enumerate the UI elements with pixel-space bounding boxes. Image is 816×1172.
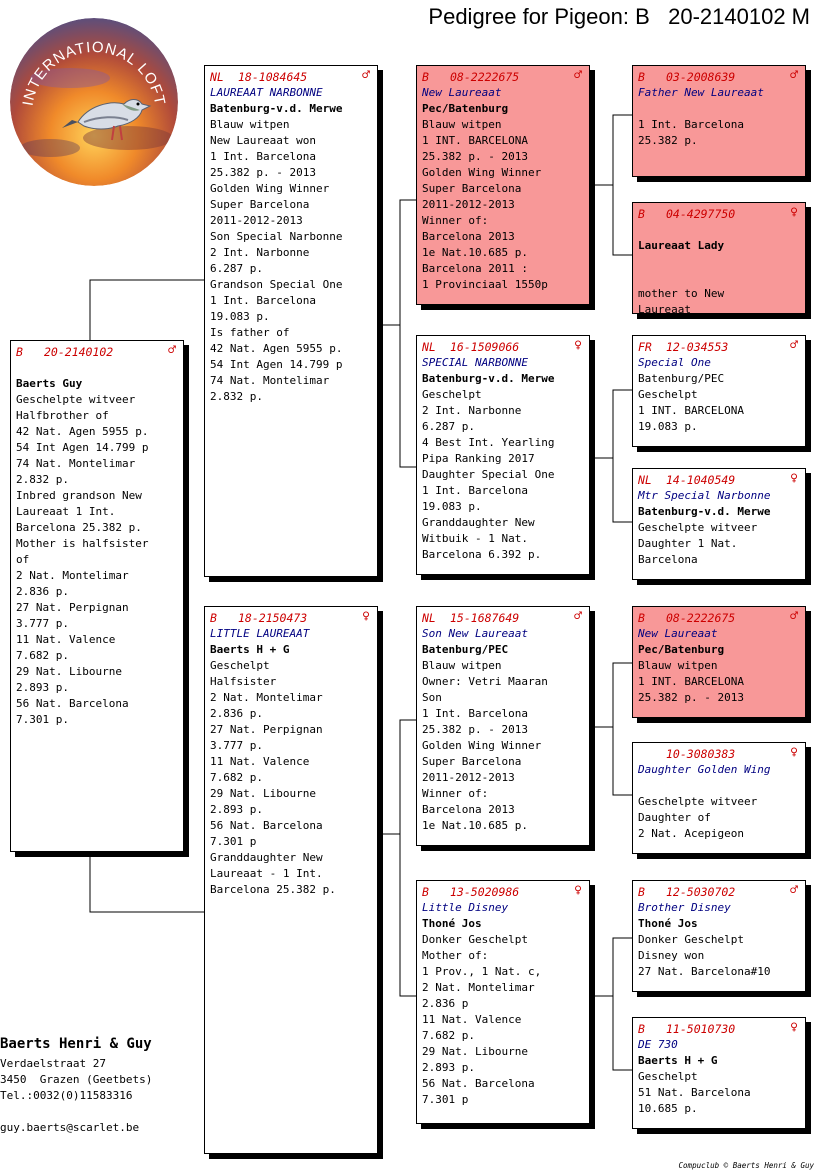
ring-number: 15-1687649 (450, 611, 520, 625)
pigeon-name: LITTLE LAUREAAT (210, 627, 310, 640)
pigeon-info-line: Geschelpte witveer (638, 795, 758, 808)
pigeon-info-line: Grandson Special One (210, 278, 343, 291)
sex-icon: ♂ (362, 68, 370, 83)
pigeon-info-line: Laureaat 1 Int. (16, 505, 116, 518)
pigeon-card-sds (632, 335, 806, 447)
pigeon-info-line: 2 Nat. Montelimar (16, 569, 129, 582)
pigeon-info-line: 2.832 p. (210, 390, 263, 403)
pigeon-info-line: Winner of: (422, 787, 489, 800)
sex-icon: ♀ (790, 1020, 798, 1035)
country-code: B (638, 611, 645, 625)
pigeon-info-line: 42 Nat. Agen 5955 p. (16, 425, 149, 438)
pigeon-info-line: 56 Nat. Barcelona (422, 1077, 535, 1090)
pigeon-owner: Batenburg-v.d. Merwe (210, 102, 343, 115)
pigeon-info-line: 1 Int. Barcelona (210, 150, 316, 163)
sex-icon: ♀ (790, 471, 798, 486)
pigeon-info-line: 1 INT. BARCELONA (422, 134, 528, 147)
pigeon-info-line: 27 Nat. Perpignan (210, 723, 323, 736)
pigeon-name: Special One (638, 356, 711, 369)
country-code: NL (422, 611, 436, 625)
pigeon-info-line: Donker Geschelpt (638, 933, 744, 946)
pigeon-info-line: 2 Nat. Montelimar (210, 691, 323, 704)
ring-number: 13-5020986 (450, 885, 520, 899)
pigeon-info-line: 54 Int Agen 14.799 p (16, 441, 149, 454)
pigeon-info-line: Geschelpt (638, 1070, 698, 1083)
pigeon-info-line: Golden Wing Winner (422, 739, 542, 752)
pigeon-info-line: 6.287 p. (422, 420, 475, 433)
pigeon-info-line: 19.083 p. (422, 500, 482, 513)
sex-icon: ♀ (790, 205, 798, 220)
pigeon-card-dsd (632, 742, 806, 854)
pigeon-info-line: 27 Nat. Barcelona#10 (638, 965, 771, 978)
pigeon-info-line: 42 Nat. Agen 5955 p. (210, 342, 343, 355)
pigeon-info-line: 2.836 p (422, 997, 469, 1010)
country-code: B (638, 70, 645, 84)
country-code: NL (422, 340, 436, 354)
country-code: FR (638, 340, 652, 354)
pigeon-info-line (638, 270, 800, 286)
pigeon-info-line: Disney won (638, 949, 705, 962)
pigeon-info-line: 29 Nat. Libourne (16, 665, 122, 678)
pigeon-info-line: Mother is halfsister (16, 537, 149, 550)
card-header (638, 339, 800, 355)
country-code: B (210, 611, 217, 625)
pigeon-info-line: Super Barcelona (422, 755, 522, 768)
pigeon-info-line: 10.685 p. (638, 1102, 698, 1115)
pigeon-info-line: Blauw witpen (422, 659, 502, 672)
pigeon-info-line: Halfsister (210, 675, 277, 688)
sex-icon: ♂ (574, 68, 582, 83)
pigeon-info-line: 1e Nat.10.685 p. (422, 246, 528, 259)
pigeon-info-line: Mother of: (422, 949, 489, 962)
pigeon-info-line: 7.682 p. (16, 649, 69, 662)
pigeon-card-subject (10, 340, 184, 852)
pigeon-owner: Baerts H + G (210, 643, 290, 656)
pigeon-card-sd (416, 335, 590, 575)
pigeon-info-line: Inbred grandson New (16, 489, 142, 502)
pigeon-info-line: Son (422, 691, 442, 704)
ring-number: 18-2150473 (238, 611, 308, 625)
pigeon-info-line: 7.682 p. (422, 1029, 475, 1042)
pigeon-name: SPECIAL NARBONNE (422, 356, 528, 369)
pigeon-info-line: 2 Nat. Acepigeon (638, 827, 744, 840)
pigeon-info-line: Geschelpte witveer (638, 521, 758, 534)
pigeon-info-line: Barcelona 2011 : (422, 262, 528, 275)
pigeon-info-line: 7.301 p (422, 1093, 469, 1106)
pigeon-owner: Baerts Guy (16, 377, 83, 390)
pigeon-card-dss (632, 606, 806, 718)
pigeon-info-line: Donker Geschelpt (422, 933, 528, 946)
card-header (422, 610, 584, 626)
ring-number: 12-034553 (666, 340, 729, 354)
pigeon-name: New Laureaat (422, 86, 502, 99)
pigeon-info-line: 2 Nat. Montelimar (422, 981, 535, 994)
country-code: NL (638, 473, 652, 487)
pigeon-name (638, 222, 800, 238)
sex-icon: ♀ (574, 338, 582, 353)
pigeon-info-line: Barcelona 6.392 p. (422, 548, 542, 561)
pigeon-name: Father New Laureaat (638, 86, 764, 99)
pigeon-info-line: 11 Nat. Valence (16, 633, 116, 646)
card-header (638, 206, 800, 222)
ring-number: 14-1040549 (666, 473, 736, 487)
ring-number: 20-2140102 (44, 345, 114, 359)
pigeon-info-line: 19.083 p. (210, 310, 270, 323)
pigeon-info-line: 2011-2012-2013 (422, 771, 515, 784)
country-code: B (638, 885, 645, 899)
card-header (638, 69, 800, 85)
pigeon-name: New Laureaat (638, 627, 718, 640)
pigeon-info-line: 6.287 p. (210, 262, 263, 275)
pigeon-info-line: Geschelpt (638, 388, 698, 401)
pigeon-info-line: Daughter of (638, 811, 711, 824)
ring-number: 04-4297750 (666, 207, 736, 221)
pigeon-info-line: Laureaat - 1 Int. (210, 867, 323, 880)
pigeon-card-dds (632, 880, 806, 992)
pigeon-owner: Pec/Batenburg (422, 102, 509, 115)
breeder-info (0, 1034, 152, 1136)
pigeon-info-line: 56 Nat. Barcelona (210, 819, 323, 832)
pigeon-name: LAUREAAT NARBONNE (210, 86, 323, 99)
card-header (638, 610, 800, 626)
pigeon-info-line: 4 Best Int. Yearling (422, 436, 555, 449)
pigeon-info-line: Batenburg/PEC (638, 372, 725, 385)
pigeon-info-line: 3.777 p. (16, 617, 69, 630)
pigeon-info-line: Geschelpte witveer (16, 393, 136, 406)
pigeon-info-line: 1 Int. Barcelona (638, 118, 744, 131)
pigeon-info-line: New Laureaat won (210, 134, 316, 147)
pigeon-info-line: Barcelona 25.382 p. (210, 883, 336, 896)
card-header (422, 69, 584, 85)
footer-credit: Compuclub © Baerts Henri & Guy (678, 1161, 814, 1170)
country-code: B (422, 885, 429, 899)
pigeon-info-line: Laureaat (638, 303, 691, 314)
sex-icon: ♂ (790, 883, 798, 898)
pigeon-info-line: Daughter 1 Nat. (638, 537, 738, 550)
pigeon-info-line: 74 Nat. Montelimar (16, 457, 136, 470)
pigeon-info-line (638, 101, 800, 117)
pigeon-info-line: Barcelona 25.382 p. (16, 521, 142, 534)
sex-icon: ♂ (168, 343, 176, 358)
pigeon-card-sss (632, 65, 806, 177)
pigeon-info-line: 2.893 p. (422, 1061, 475, 1074)
country-code: B (16, 345, 23, 359)
pigeon-card-dam (204, 606, 378, 1154)
pigeon-info-line: 25.382 p. (638, 134, 698, 147)
ring-number: 08-2222675 (450, 70, 520, 84)
pigeon-card-ddd (632, 1017, 806, 1129)
pigeon-info-line: Owner: Vetri Maaran (422, 675, 548, 688)
pigeon-name: Brother Disney (638, 901, 731, 914)
card-header (422, 339, 584, 355)
pigeon-owner: Batenburg-v.d. Merwe (422, 372, 555, 385)
ring-number: 11-5010730 (666, 1022, 736, 1036)
pigeon-info-line: 56 Nat. Barcelona (16, 697, 129, 710)
sex-icon: ♀ (790, 745, 798, 760)
pigeon-card-sdd (632, 468, 806, 580)
sex-icon: ♂ (574, 609, 582, 624)
sex-icon: ♂ (790, 609, 798, 624)
pigeon-info-line: Son Special Narbonne (210, 230, 343, 243)
pigeon-info-line: 2.893 p. (210, 803, 263, 816)
pigeon-info-line: 1e Nat.10.685 p. (422, 819, 528, 832)
pigeon-info-line: 19.083 p. (638, 420, 698, 433)
pigeon-info-line: Granddaughter New (422, 516, 535, 529)
pigeon-card-dd (416, 880, 590, 1124)
pigeon-owner: Batenburg/PEC (422, 643, 509, 656)
pigeon-info-line: Barcelona 2013 (422, 803, 515, 816)
pigeon-info-line: Daughter Special One (422, 468, 555, 481)
pigeon-info-line: 1 INT. BARCELONA (638, 404, 744, 417)
pigeon-info-line: 2.832 p. (16, 473, 69, 486)
pigeon-info-line: 2011-2012-2013 (422, 198, 515, 211)
pigeon-info-line: Barcelona 2013 (422, 230, 515, 243)
pigeon-info-line: 25.382 p. - 2013 (422, 723, 528, 736)
pigeon-owner: Batenburg-v.d. Merwe (638, 505, 771, 518)
pigeon-info-line: 2011-2012-2013 (210, 214, 303, 227)
pigeon-info-line: Super Barcelona (422, 182, 522, 195)
sex-icon: ♂ (790, 338, 798, 353)
pigeon-info-line: 1 Provinciaal 1550p (422, 278, 548, 291)
pigeon-info-line: Pipa Ranking 2017 (422, 452, 535, 465)
country-code: B (638, 1022, 645, 1036)
country-code: B (422, 70, 429, 84)
pigeon-owner: Laureaat Lady (638, 239, 725, 252)
pigeon-owner: Thoné Jos (638, 917, 698, 930)
pigeon-info-line: 2 Int. Narbonne (210, 246, 310, 259)
pigeon-info-line: 11 Nat. Valence (422, 1013, 522, 1026)
pigeon-owner: Baerts H + G (638, 1054, 718, 1067)
pigeon-info-line: Barcelona (638, 553, 698, 566)
pigeon-info-line: 1 INT. BARCELONA (638, 675, 744, 688)
pigeon-info-line: 7.301 p. (16, 713, 69, 726)
breeder-phone: Tel.:0032(0)11583316 (0, 1089, 133, 1102)
pigeon-info-line: Geschelpt (210, 659, 270, 672)
pigeon-info-line: 2 Int. Narbonne (422, 404, 522, 417)
pigeon-info-line: 3.777 p. (210, 739, 263, 752)
pigeon-info-line: 1 Int. Barcelona (422, 484, 528, 497)
pigeon-info-line: 11 Nat. Valence (210, 755, 310, 768)
pigeon-info-line: Winner of: (422, 214, 489, 227)
card-header (638, 472, 800, 488)
pigeon-info-line: Is father of (210, 326, 290, 339)
page-title: Pedigree for Pigeon: B 20-2140102 M (428, 4, 810, 29)
pigeon-info-line: 29 Nat. Libourne (422, 1045, 528, 1058)
card-header (210, 69, 372, 85)
pigeon-info-line: 51 Nat. Barcelona (638, 1086, 751, 1099)
pigeon-owner: Thoné Jos (422, 917, 482, 930)
pigeon-info-line: 29 Nat. Libourne (210, 787, 316, 800)
pigeon-info-line (638, 254, 800, 270)
pigeon-card-ssd (632, 202, 806, 314)
pigeon-name: Mtr Special Narbonne (638, 489, 771, 502)
breeder-street: Verdaelstraat 27 (0, 1057, 106, 1070)
svg-text:INTERNATIONAL LOFT: INTERNATIONAL LOFT (19, 38, 169, 108)
pigeon-info-line (638, 778, 800, 794)
breeder-email: guy.baerts@scarlet.be (0, 1121, 140, 1134)
pigeon-name (16, 360, 178, 376)
pigeon-info-line: 1 Int. Barcelona (422, 707, 528, 720)
card-header (638, 1021, 800, 1037)
pigeon-info-line: Halfbrother of (16, 409, 109, 422)
country-code: NL (210, 70, 224, 84)
sex-icon: ♂ (790, 68, 798, 83)
pigeon-info-line: 27 Nat. Perpignan (16, 601, 129, 614)
pigeon-info-line: 25.382 p. - 2013 (422, 150, 528, 163)
pigeon-info-line: Super Barcelona (210, 198, 310, 211)
pigeon-name: Son New Laureaat (422, 627, 528, 640)
pigeon-info-line: 7.682 p. (210, 771, 263, 784)
sex-icon: ♀ (362, 609, 370, 624)
ring-number: 03-2008639 (666, 70, 736, 84)
pigeon-info-line: Golden Wing Winner (210, 182, 330, 195)
pigeon-info-line: 25.382 p. - 2013 (210, 166, 316, 179)
pigeon-card-sire (204, 65, 378, 577)
pigeon-info-line: 2.836 p. (210, 707, 263, 720)
ring-number: 10-3080383 (666, 747, 736, 761)
pigeon-info-line: 2.836 p. (16, 585, 69, 598)
pigeon-info-line: Golden Wing Winner (422, 166, 542, 179)
pigeon-info-line: Blauw witpen (422, 118, 502, 131)
pigeon-name: Little Disney (422, 901, 509, 914)
sex-icon: ♀ (574, 883, 582, 898)
pigeon-info-line: Blauw witpen (210, 118, 290, 131)
pigeon-card-ds (416, 606, 590, 846)
pigeon-name: Daughter Golden Wing (638, 763, 771, 776)
country-code: B (638, 207, 645, 221)
card-header (210, 610, 372, 626)
card-header (638, 746, 800, 762)
pigeon-info-line: Granddaughter New (210, 851, 323, 864)
pigeon-info-line: 1 Int. Barcelona (210, 294, 316, 307)
ring-number: 18-1084645 (238, 70, 308, 84)
pigeon-info-line: 2.893 p. (16, 681, 69, 694)
pigeon-info-line: of (16, 553, 30, 566)
breeder-name: Baerts Henri & Guy (0, 1036, 152, 1052)
pigeon-info-line: 74 Nat. Montelimar (210, 374, 330, 387)
card-header (16, 344, 178, 360)
card-header (422, 884, 584, 900)
pigeon-info-line: Blauw witpen (638, 659, 718, 672)
pigeon-info-line: 54 Int Agen 14.799 p (210, 358, 343, 371)
pigeon-card-ss (416, 65, 590, 305)
pigeon-info-line: 25.382 p. - 2013 (638, 691, 744, 704)
card-header (638, 884, 800, 900)
pigeon-info-line: mother to New (638, 287, 725, 300)
pigeon-info-line: 1 Prov., 1 Nat. c, (422, 965, 542, 978)
ring-number: 12-5030702 (666, 885, 736, 899)
pigeon-info-line: Witbuik - 1 Nat. (422, 532, 528, 545)
pigeon-owner: Pec/Batenburg (638, 643, 725, 656)
pigeon-info-line: 7.301 p (210, 835, 257, 848)
pigeon-info-line: Geschelpt (422, 388, 482, 401)
ring-number: 16-1509066 (450, 340, 520, 354)
ring-number: 08-2222675 (666, 611, 736, 625)
pigeon-name: DE 730 (638, 1038, 678, 1051)
breeder-city: 3450 Grazen (Geetbets) (0, 1073, 153, 1086)
